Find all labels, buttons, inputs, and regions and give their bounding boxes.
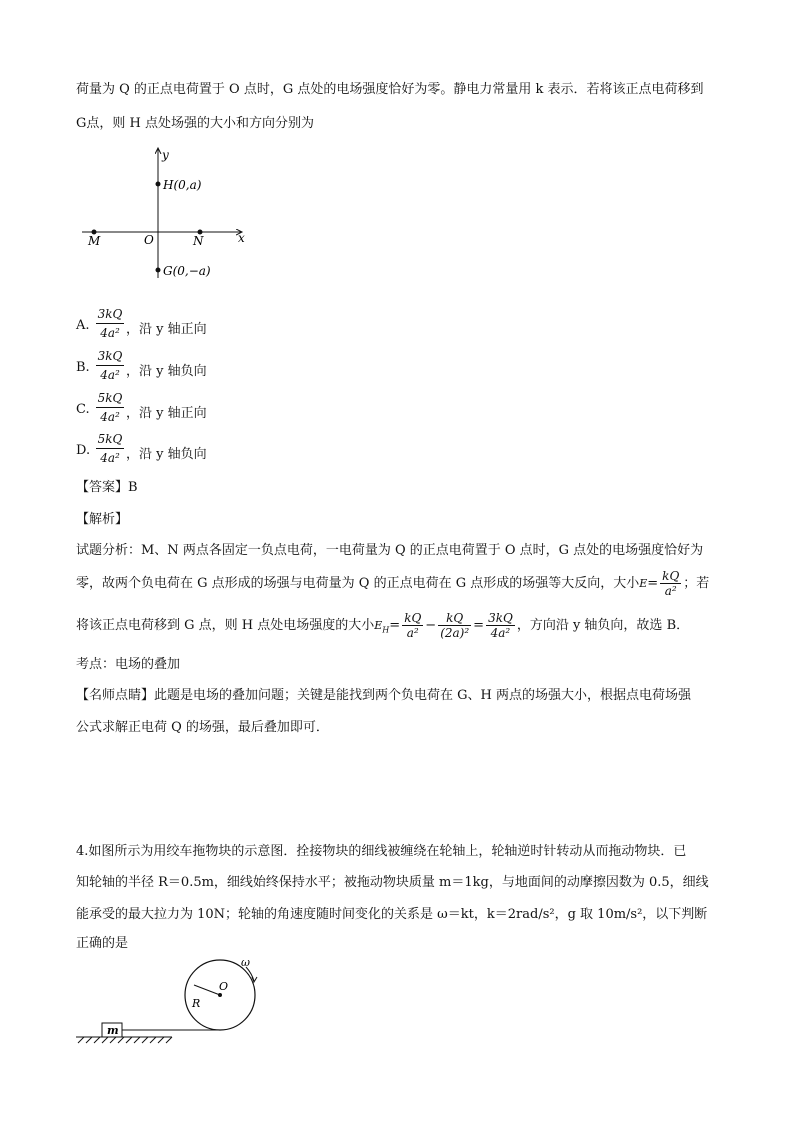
- analysis-line2: [76, 566, 709, 602]
- kaodian: 考点：电场的叠加: [76, 657, 181, 672]
- option-b-fraction: [96, 348, 124, 383]
- point-n-label: N: [193, 234, 204, 248]
- tip-line1: 【名师点睛】此题是电场的叠加问题；关键是能找到两个负电荷在 G、H 两点的场强大小，根据点电荷场强: [76, 688, 691, 703]
- point-g-label: G(0,−a): [163, 264, 211, 278]
- answer: 【答案】B: [76, 480, 138, 495]
- e-fraction-den: a²: [664, 584, 677, 598]
- option-d-numerator: 5kQ: [97, 432, 123, 446]
- option-a-numerator: 3kQ: [97, 307, 123, 321]
- e-fraction: [660, 569, 681, 598]
- point-h: [156, 182, 161, 187]
- center-label: O: [219, 980, 229, 993]
- q4-line2: 知轮轴的半径 R＝0.5m，细线始终保持水平；被拖动物块质量 m＝1kg，与地面间的动摩擦因数为 0.5，细线: [76, 875, 709, 890]
- radius-label: R: [192, 997, 201, 1010]
- option-c-denominator: 4a²: [100, 410, 120, 424]
- option-d-denominator: 4a²: [100, 451, 120, 465]
- option-d-text: ，沿 y 轴负向: [126, 447, 207, 462]
- point-g: [156, 268, 161, 273]
- analysis-line2-text: 零，故两个负电荷在 G 点形成的场强与电荷量为 Q 的正点电荷在 G 点形成的场强等大反向，大小: [76, 576, 640, 591]
- eh-fraction-1: [402, 611, 423, 640]
- q3-coordinate-figure: [76, 144, 256, 284]
- eh-equals: =: [389, 618, 401, 633]
- eh-fraction-1-den: a²: [406, 626, 419, 640]
- block-label: m: [107, 1024, 119, 1037]
- option-d-fraction: [96, 431, 124, 466]
- minus-sign: −: [425, 618, 437, 633]
- eh-fraction-2-den: (2a)²: [440, 626, 470, 640]
- origin-label: O: [144, 233, 154, 247]
- option-c-fraction: [96, 390, 124, 425]
- eh-fraction-3-num: 3kQ: [488, 611, 513, 625]
- q4-line1: 4.如图所示为用绞车拖物块的示意图．拴接物块的细线被缠绕在轮轴上，轮轴逆时针转动从而拖动物块．已: [76, 844, 687, 859]
- option-a-text: ，沿 y 轴正向: [126, 322, 207, 337]
- option-a-letter: A.: [76, 318, 90, 333]
- analysis-line3-text: 将该正点电荷移到 G 点，则 H 点处电场强度的大小: [76, 618, 375, 633]
- option-c-letter: C.: [76, 402, 90, 417]
- option-d-letter: D.: [76, 443, 91, 458]
- q4-line3: 能承受的最大拉力为 10N；轮轴的角速度随时间变化的关系是 ω＝kt，k＝2rad/s²，g 取 10m/s²，以下判断: [76, 907, 708, 922]
- analysis-line3: [76, 608, 689, 649]
- q4-line4: 正确的是: [76, 936, 129, 951]
- option-b-numerator: 3kQ: [97, 349, 123, 363]
- option-a-fraction: [96, 306, 124, 341]
- option-a-denominator: 4a²: [100, 326, 120, 340]
- ground-hatching: [78, 1037, 172, 1043]
- option-c-numerator: 5kQ: [97, 391, 123, 405]
- e-fraction-num: kQ: [662, 569, 680, 583]
- eh-subscript: H: [382, 625, 390, 635]
- eh-fraction-3: [486, 611, 515, 640]
- option-b-text: ，沿 y 轴负向: [126, 364, 207, 379]
- point-h-label: H(0,a): [163, 178, 202, 192]
- option-b-denominator: 4a²: [100, 368, 120, 382]
- q3-stem-line1: 荷量为 Q 的正点电荷置于 O 点时，G 点处的电场强度恰好为零。静电力常量用 k 表示．若将该正点电荷移到: [76, 82, 704, 97]
- point-m-label: M: [88, 234, 101, 248]
- equals-sign: =: [647, 576, 659, 591]
- omega-label: ω: [241, 956, 250, 969]
- radius-line: [194, 985, 220, 995]
- q4-winch-figure: [76, 955, 276, 1045]
- tip-line2: 公式求解正电荷 Q 的场强，最后叠加即可．: [76, 720, 329, 735]
- option-b-letter: B.: [76, 360, 90, 375]
- q3-stem-line2: G点，则 H 点处场强的大小和方向分别为: [76, 116, 314, 131]
- x-axis-label: x: [238, 231, 245, 245]
- eh-fraction-3-den: 4a²: [490, 626, 511, 640]
- analysis-line2-tail: ；若: [683, 576, 710, 591]
- eh-fraction-2-num: kQ: [446, 611, 464, 625]
- analysis-line3-tail: ，方向沿 y 轴负向，故选 B．: [516, 618, 690, 633]
- analysis-line1: 试题分析：M、N 两点各固定一负点电荷，一电荷量为 Q 的正点电荷置于 O 点时，G 点处的电场强度恰好为: [76, 543, 704, 558]
- eh-result-equals: =: [473, 618, 485, 633]
- option-c-text: ，沿 y 轴正向: [126, 406, 207, 421]
- eh-symbol: E: [374, 619, 383, 632]
- eh-fraction-1-num: kQ: [404, 611, 422, 625]
- y-axis-label: y: [162, 148, 169, 162]
- analysis-heading: 【解析】: [76, 512, 129, 527]
- e-symbol: E: [639, 577, 648, 590]
- eh-fraction-2: [438, 611, 471, 640]
